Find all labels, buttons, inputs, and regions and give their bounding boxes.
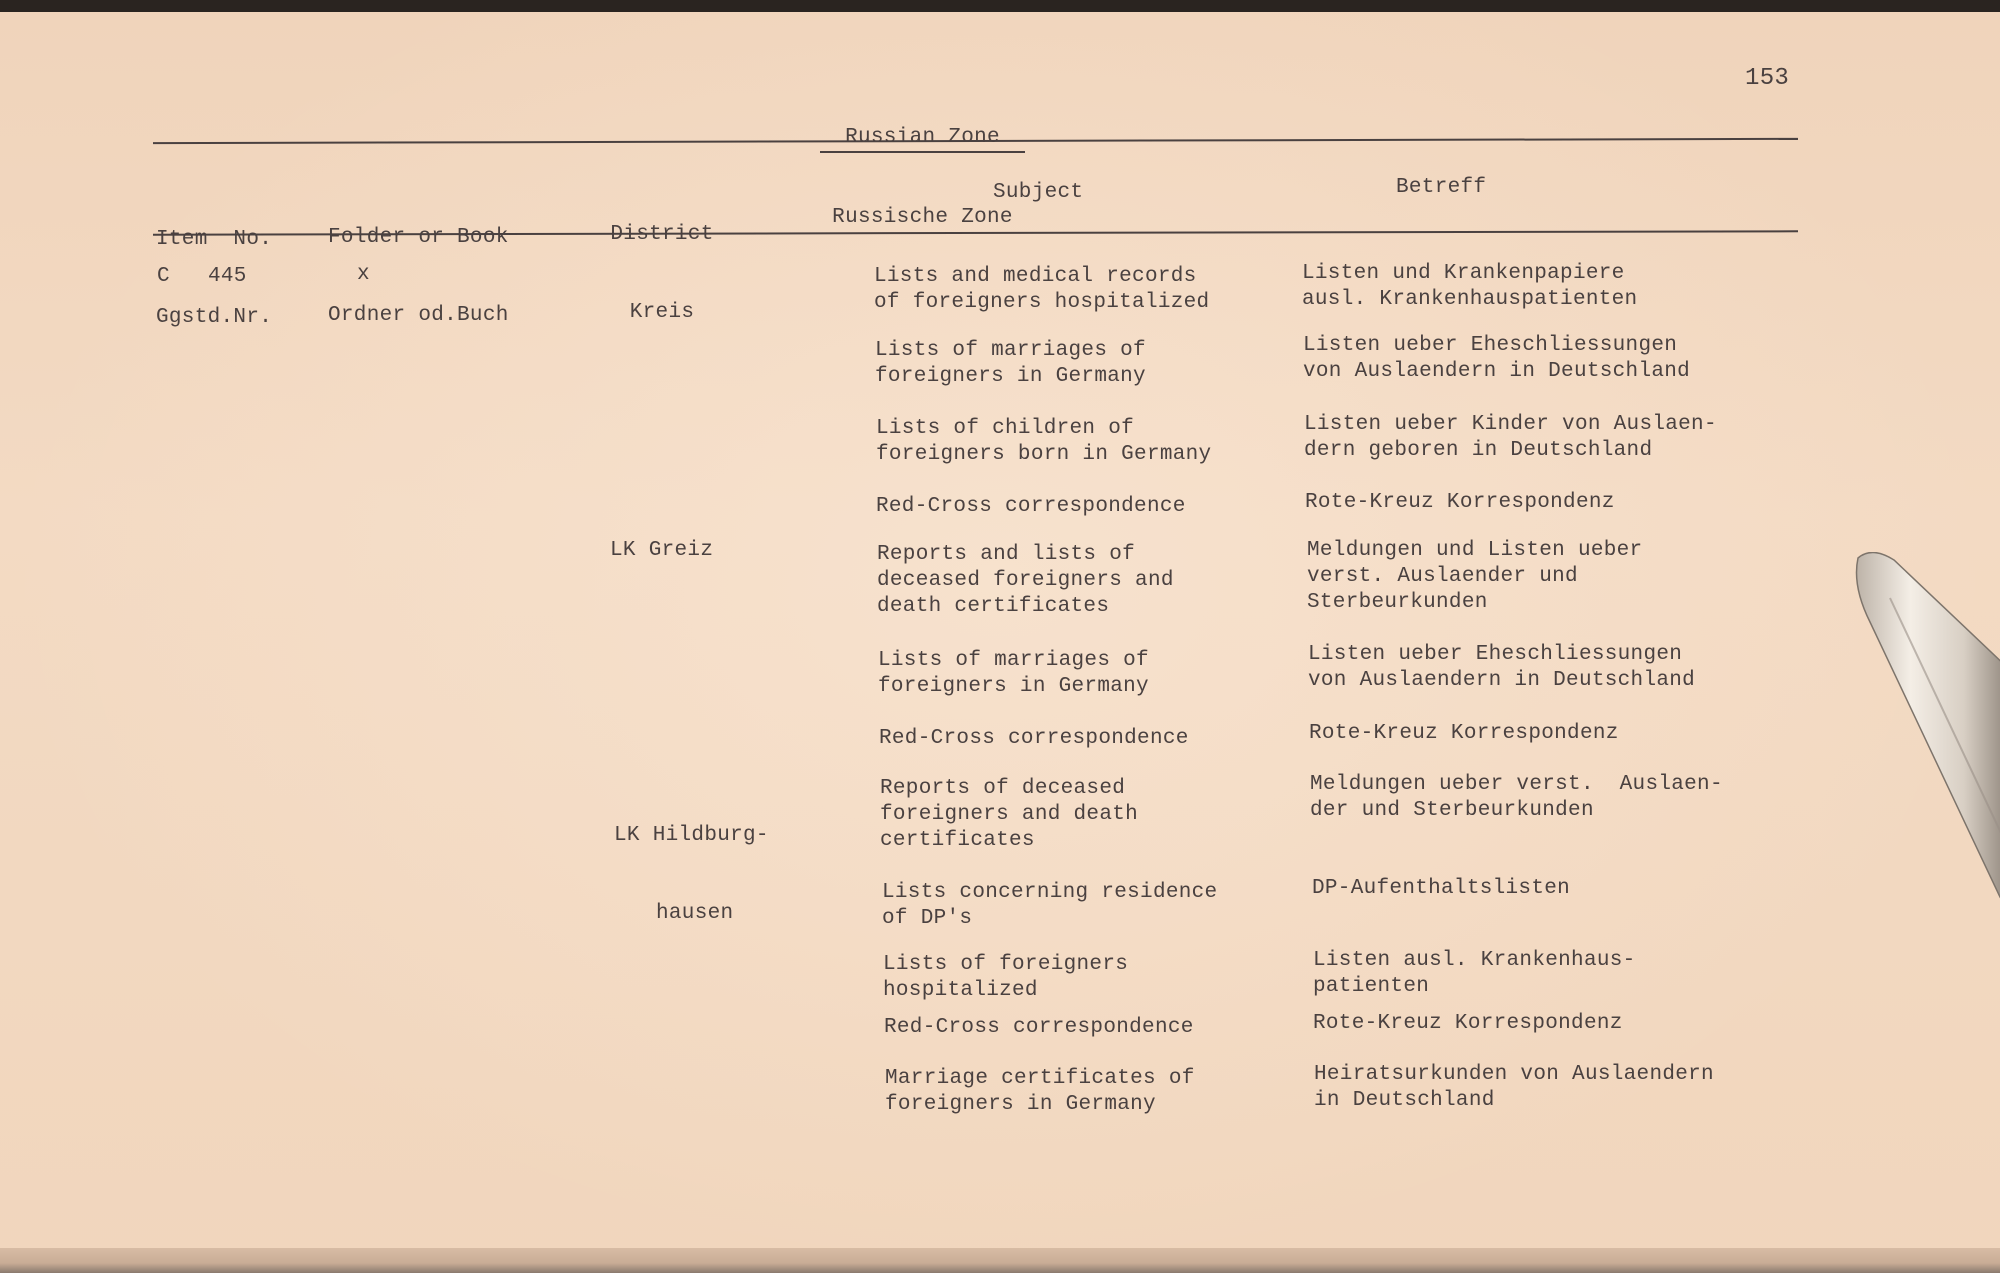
betreff-cell: Rote-Kreuz Korrespondenz (1305, 491, 1615, 514)
subject-cell: Red-Cross correspondence (876, 495, 1186, 518)
column-header-item-en: Item No. (156, 228, 273, 251)
subject-cell: Lists and medical records of foreigners hospitalized (874, 265, 1210, 314)
column-header-folder-en: Folder or Book (328, 226, 509, 249)
column-header-district (606, 170, 718, 378)
betreff-cell: Heiratsurkunden von Auslaendern in Deutschland (1314, 1063, 1714, 1112)
betreff-cell: Listen ausl. Krankenhaus- patienten (1313, 949, 1636, 998)
subject-cell: Lists of children of foreigners born in Germany (876, 417, 1212, 466)
subject-cell: Lists of marriages of foreigners in Germany (878, 649, 1149, 698)
item-number: 445 (208, 265, 247, 288)
district-hildburghausen-line1: LK Hildburg- (614, 824, 769, 847)
betreff-cell: Listen ueber Kinder von Auslaen- dern geboren in Deutschland (1304, 413, 1717, 462)
subject-cell: Reports and lists of deceased foreigners and death certificates (877, 543, 1174, 618)
column-header-district-de: Kreis (629, 301, 695, 324)
subject-cell: Lists of marriages of foreigners in Germany (875, 339, 1146, 388)
betreff-cell: Meldungen ueber verst. Auslaen- der und Sterbeurkunden (1310, 773, 1723, 822)
zone-title-german: Russische Zone (832, 206, 1013, 229)
column-header-folder-de: Ordner od.Buch (328, 304, 509, 327)
betreff-cell: DP-Aufenthaltslisten (1312, 877, 1571, 900)
subject-cell: Red-Cross correspondence (884, 1016, 1194, 1039)
district-hildburghausen (614, 771, 769, 979)
subject-cell: Reports of deceased foreigners and death certificates (880, 777, 1139, 852)
folder-mark: x (357, 263, 370, 286)
district-greiz: LK Greiz (610, 539, 714, 562)
subject-cell: Red-Cross correspondence (879, 727, 1189, 750)
column-header-district-en: District (610, 223, 714, 246)
tweezer-image (1850, 552, 2000, 912)
betreff-cell: Listen ueber Eheschliessungen von Auslaendern in Deutschland (1303, 334, 1691, 383)
zone-title (820, 73, 1025, 283)
betreff-cell: Meldungen und Listen ueber verst. Auslaender und Sterbeurkunden (1307, 539, 1643, 614)
subject-cell: Marriage certificates of foreigners in Germany (885, 1067, 1195, 1116)
column-header-folder (328, 173, 509, 381)
column-header-subject: Subject (993, 181, 1084, 204)
betreff-cell: Listen ueber Eheschliessungen von Auslaendern in Deutschland (1308, 643, 1696, 692)
column-header-item-de: Ggstd.Nr. (156, 306, 273, 329)
column-header-betreff: Betreff (1396, 176, 1487, 199)
betreff-cell: Rote-Kreuz Korrespondenz (1313, 1012, 1623, 1035)
zone-title-english: Russian Zone (820, 125, 1025, 153)
subject-cell: Lists concerning residence of DP's (882, 881, 1218, 930)
document-page (0, 12, 2000, 1273)
page-number: 153 (1745, 65, 1790, 92)
betreff-cell: Listen und Krankenpapiere ausl. Krankenhauspatienten (1302, 262, 1638, 311)
item-prefix: C (157, 265, 170, 288)
district-hildburghausen-line2: hausen (656, 902, 734, 925)
betreff-cell: Rote-Kreuz Korrespondenz (1309, 722, 1619, 745)
page-bottom-edge (0, 1248, 2000, 1273)
subject-cell: Lists of foreigners hospitalized (883, 953, 1129, 1002)
